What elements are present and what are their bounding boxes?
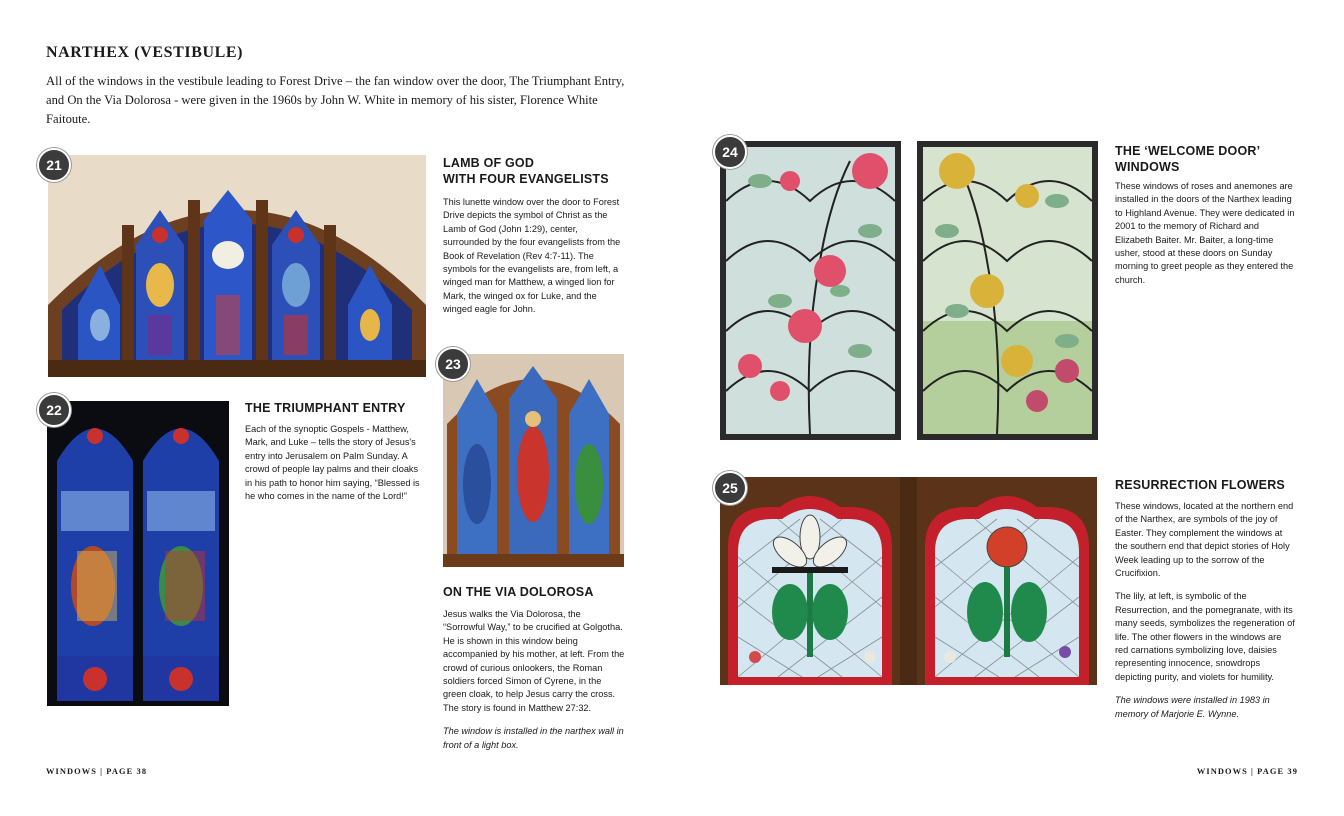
figure-number-25: 25 — [713, 471, 747, 505]
resurrection-flowers-image — [720, 477, 1097, 685]
resurrection-flowers-text — [1115, 500, 1295, 731]
welcome-door-left-image — [720, 141, 901, 440]
welcome-door-right-image — [917, 141, 1098, 440]
lunette-window-image — [48, 155, 426, 377]
via-dolorosa-note: The window is installed in the narthex wall in front of a light box. — [443, 726, 624, 750]
via-dolorosa-text — [443, 608, 625, 762]
figure-number-21: 21 — [37, 148, 71, 182]
section-title: NARTHEX (VESTIBULE) — [46, 44, 244, 61]
via-dolorosa-title: ON THE VIA DOLOROSA — [443, 585, 594, 599]
welcome-title-line1: THE ‘WELCOME DOOR’ — [1115, 144, 1261, 158]
footer-left: WINDOWS | PAGE 38 — [46, 767, 148, 776]
resurrection-note: The windows were installed in 1983 in memory of Marjorie E. Wynne. — [1115, 695, 1270, 719]
lamb-of-god-body: This lunette window over the door to Forest Drive depicts the symbol of Christ as the Lamb of God (John 1:29), center, surrounded by the four evangelists from the Book of Revelation (Rev 4:7-11). The symbols for the evangelists are, from left, a winged man for Matthew, a winged lion for Mark, the winged ox for Luke, and the winged eagle for John. — [443, 197, 621, 315]
via-dolorosa-image — [443, 354, 624, 567]
figure-number-22: 22 — [37, 393, 71, 427]
welcome-door-title — [1115, 143, 1315, 175]
triumphant-entry-image — [47, 401, 229, 706]
welcome-door-body: These windows of roses and anemones are installed in the doors of the Narthex leading to Highland Avenue. They were dedicated in 2001 to the memory of Richard and Elizabeth Baiter. Mr. Baiter, a long-time usher, stood at these doors on Sunday morning to greet people as they entered the church. — [1115, 181, 1295, 285]
via-dolorosa-body: Jesus walks the Via Dolorosa, the “Sorrowful Way,” to be crucified at Golgotha. He is shown in this window being accompanied by his mother, at left. From the crowd of curious onlookers, the Roman soldiers forced Simon of Cyrene, in the green cloak, to help Jesus carry the cross. The story is found in Matthew 27:32. — [443, 609, 625, 713]
welcome-title-line2: WINDOWS — [1115, 160, 1180, 174]
footer-right: WINDOWS | PAGE 39 — [1196, 767, 1298, 776]
triumphant-entry-title: THE TRIUMPHANT ENTRY — [245, 401, 406, 415]
lamb-of-god-title — [443, 155, 643, 187]
lamb-title-line1: LAMB OF GOD — [443, 156, 535, 170]
triumphant-entry-body: Each of the synoptic Gospels - Matthew, Mark, and Luke – tells the story of Jesus's entry into Jerusalem on Palm Sunday. A crowd of people lay palms and their cloaks in his path to honor him saying, “Blessed is he who comes in the name of the Lord!” — [245, 424, 420, 502]
figure-number-24: 24 — [713, 135, 747, 169]
lamb-title-line2: WITH FOUR EVANGELISTS — [443, 172, 609, 186]
figure-number-23: 23 — [436, 347, 470, 381]
section-intro: All of the windows in the vestibule leading to Forest Drive – the fan window over the door, The Triumphant Entry, and On the Via Dolorosa - were given in the 1960s by John W. White in memory of his sister, Florence White Faitoute. — [46, 74, 625, 126]
resurrection-body-1: These windows, located at the northern end of the Narthex, are symbols of the joy of Easter. They complement the windows at the southern end that depict stories of Holy Week leading up to the sorrow of the Crucifixion. — [1115, 501, 1294, 579]
resurrection-flowers-title: RESURRECTION FLOWERS — [1115, 478, 1285, 492]
resurrection-body-2: The lily, at left, is symbolic of the Resurrection, and the pomegranate, with its many seeds, symbolizes the regeneration of life. The other flowers in the windows are red carnations symbolizing love, daisies representing innocence, snowdrops depicting purity, and violets for humility. — [1115, 591, 1295, 682]
